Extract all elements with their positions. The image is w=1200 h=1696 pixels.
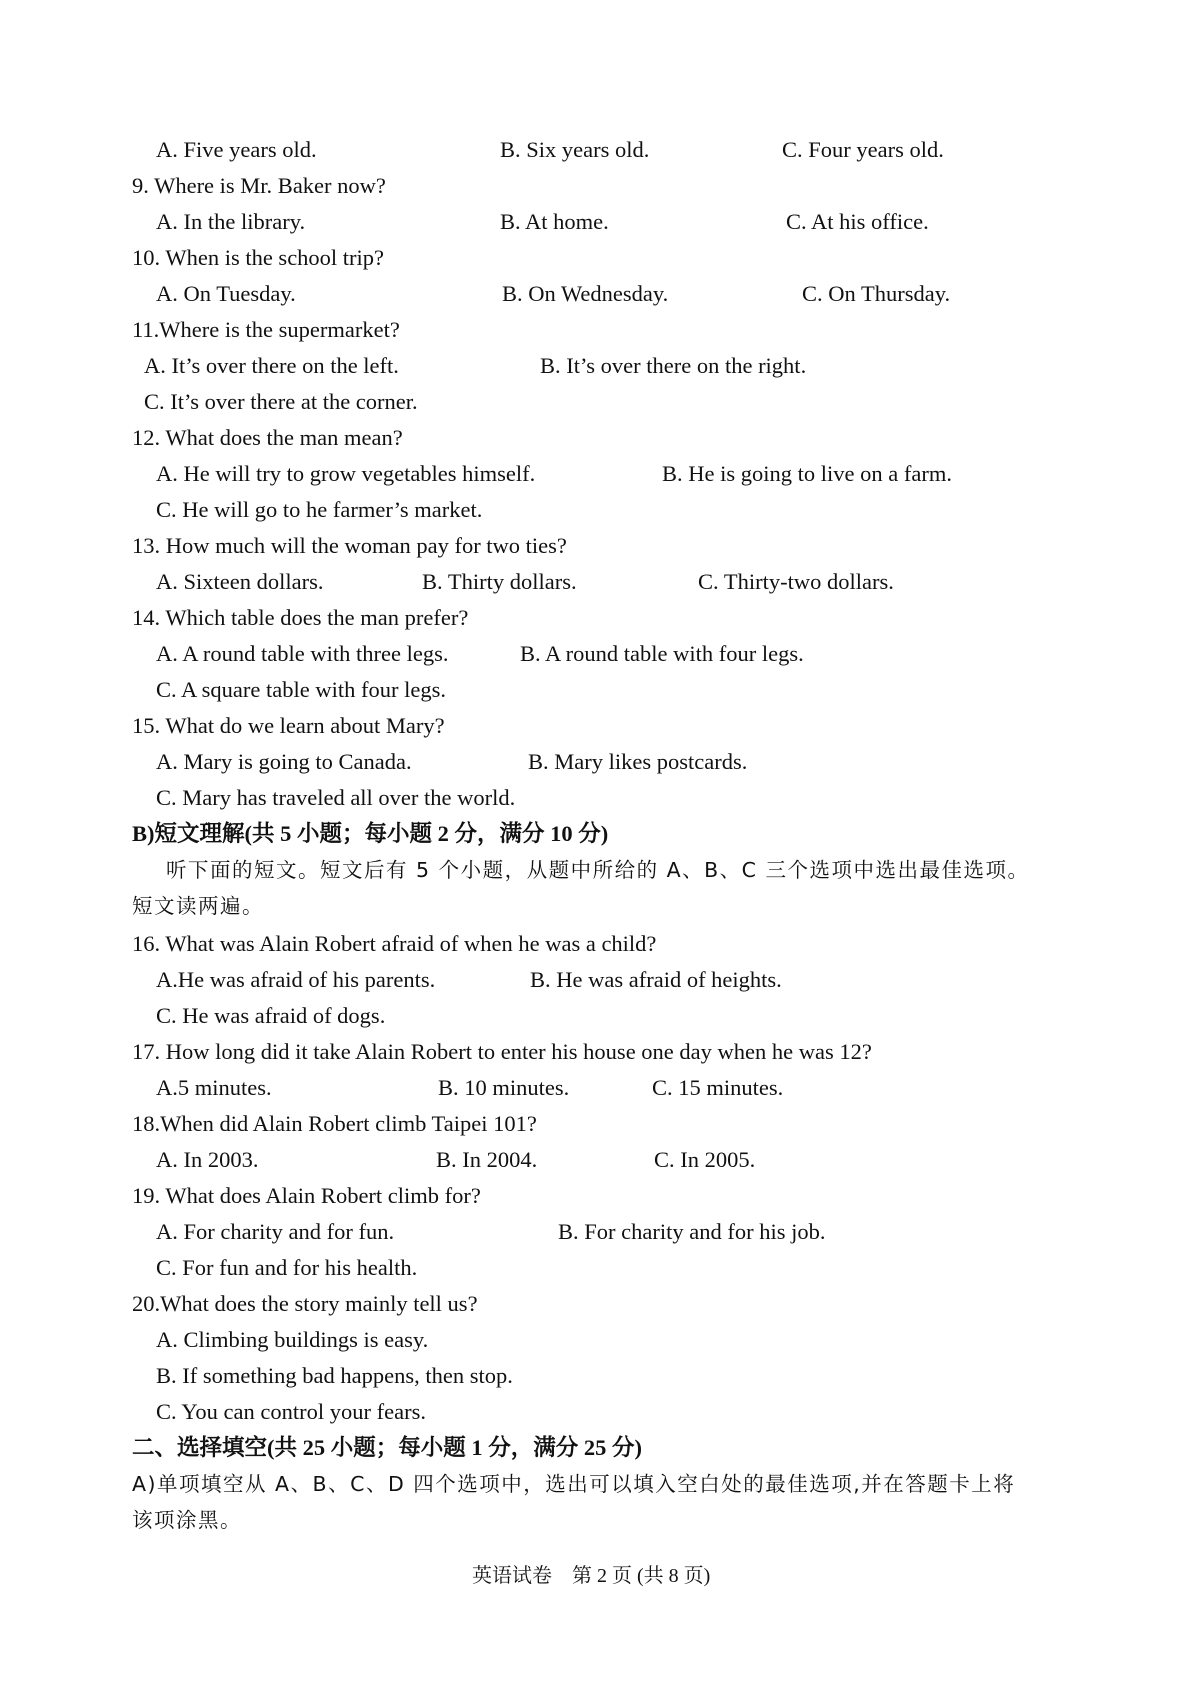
q16-option-a: A.He was afraid of his parents. xyxy=(156,967,436,992)
q14-option-b: B. A round table with four legs. xyxy=(520,641,804,666)
q18-stem: 18.When did Alain Robert climb Taipei 101? xyxy=(132,1111,537,1136)
q17-option-c: C. 15 minutes. xyxy=(652,1075,784,1100)
q19-stem: 19. What does Alain Robert climb for? xyxy=(132,1183,481,1208)
q11-option-a: A. It’s over there on the left. xyxy=(144,353,399,378)
q9-option-c: C. At his office. xyxy=(786,209,929,234)
section-b-heading: B)短文理解(共 5 小题；每小题 2 分，满分 10 分) xyxy=(132,821,609,846)
q11-option-b: B. It’s over there on the right. xyxy=(540,353,807,378)
part2-instruction-cont: 该项涂黑。 xyxy=(132,1508,242,1532)
q17-option-a: A.5 minutes. xyxy=(156,1075,272,1100)
q13-option-c: C. Thirty-two dollars. xyxy=(698,569,894,594)
q16-option-c: C. He was afraid of dogs. xyxy=(156,1003,386,1028)
q11-stem: 11.Where is the supermarket? xyxy=(132,317,400,342)
q8-option-b: B. Six years old. xyxy=(500,137,650,162)
q13-option-a: A. Sixteen dollars. xyxy=(156,569,324,594)
q20-option-a: A. Climbing buildings is easy. xyxy=(156,1327,429,1352)
q15-option-c: C. Mary has traveled all over the world. xyxy=(156,785,516,810)
q14-option-a: A. A round table with three legs. xyxy=(156,641,449,666)
q10-option-c: C. On Thursday. xyxy=(802,281,951,306)
part2-instruction: A)单项填空从 A、B、C、D 四个选项中，选出可以填入空白处的最佳选项,并在答题卡上将 xyxy=(132,1472,1016,1496)
q14-option-c: C. A square table with four legs. xyxy=(156,677,446,702)
q12-option-b: B. He is going to live on a farm. xyxy=(662,461,952,486)
section-b-instruction: 听下面的短文。短文后有 5 个小题，从题中所给的 A、B、C 三个选项中选出最佳选项。 xyxy=(166,858,1030,882)
q12-option-c: C. He will go to he farmer’s market. xyxy=(156,497,483,522)
q10-option-a: A. On Tuesday. xyxy=(156,281,296,306)
page-footer: 英语试卷 第 2 页 (共 8 页) xyxy=(472,1565,711,1587)
q10-stem: 10. When is the school trip? xyxy=(132,245,385,270)
q15-option-b: B. Mary likes postcards. xyxy=(528,749,748,774)
q8-option-a: A. Five years old. xyxy=(156,137,317,162)
q13-stem: 13. How much will the woman pay for two ties? xyxy=(132,533,567,558)
q16-option-b: B. He was afraid of heights. xyxy=(530,967,782,992)
q13-option-b: B. Thirty dollars. xyxy=(422,569,577,594)
q10-option-b: B. On Wednesday. xyxy=(502,281,669,306)
q19-option-c: C. For fun and for his health. xyxy=(156,1255,418,1280)
q9-option-a: A. In the library. xyxy=(156,209,306,234)
q18-option-a: A. In 2003. xyxy=(156,1147,259,1172)
q20-option-b: B. If something bad happens, then stop. xyxy=(156,1363,513,1388)
q15-stem: 15. What do we learn about Mary? xyxy=(132,713,445,738)
q16-stem: 16. What was Alain Robert afraid of when he was a child? xyxy=(132,931,657,956)
q11-option-c: C. It’s over there at the corner. xyxy=(144,389,418,414)
q12-stem: 12. What does the man mean? xyxy=(132,425,403,450)
q17-stem: 17. How long did it take Alain Robert to enter his house one day when he was 12? xyxy=(132,1039,872,1064)
q18-option-c: C. In 2005. xyxy=(654,1147,756,1172)
q18-option-b: B. In 2004. xyxy=(436,1147,538,1172)
q15-option-a: A. Mary is going to Canada. xyxy=(156,749,412,774)
q14-stem: 14. Which table does the man prefer? xyxy=(132,605,469,630)
q17-option-b: B. 10 minutes. xyxy=(438,1075,570,1100)
q20-option-c: C. You can control your fears. xyxy=(156,1399,426,1424)
part2-heading: 二、选择填空(共 25 小题；每小题 1 分，满分 25 分) xyxy=(132,1435,642,1460)
q20-stem: 20.What does the story mainly tell us? xyxy=(132,1291,478,1316)
q8-option-c: C. Four years old. xyxy=(782,137,944,162)
q9-stem: 9. Where is Mr. Baker now? xyxy=(132,173,386,198)
q19-option-a: A. For charity and for fun. xyxy=(156,1219,395,1244)
q19-option-b: B. For charity and for his job. xyxy=(558,1219,826,1244)
section-b-instruction-cont: 短文读两遍。 xyxy=(132,894,264,918)
q9-option-b: B. At home. xyxy=(500,209,609,234)
q12-option-a: A. He will try to grow vegetables himself. xyxy=(156,461,536,486)
